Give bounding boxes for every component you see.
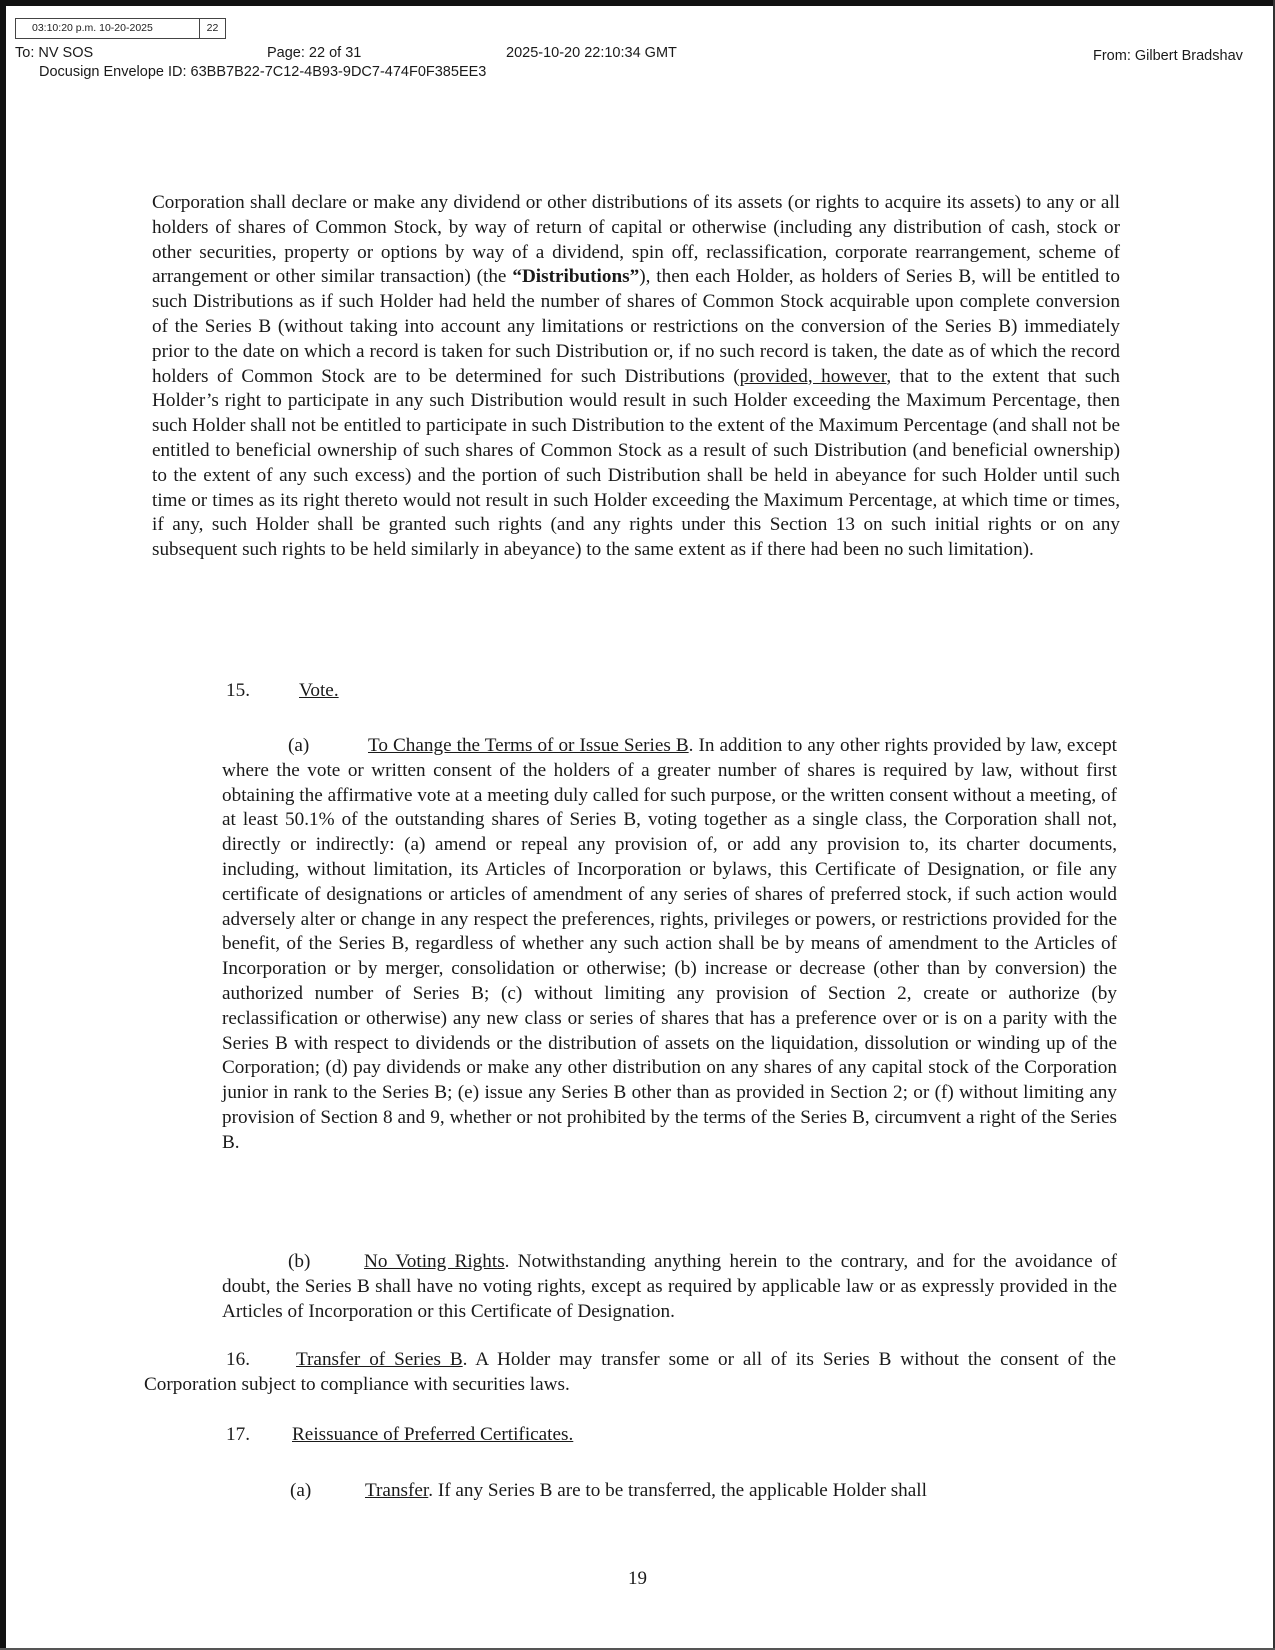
fax-page: Page: 22 of 31 [267, 45, 362, 61]
continuation-paragraph [152, 191, 1120, 651]
section-15a-label: (a) [288, 735, 310, 756]
scan-border-top [0, 0, 1275, 6]
fax-stamp [15, 18, 226, 39]
section-15b-text: . Notwithstanding anything herein to the contrary, and for the avoidance of doubt, the Series B shall have no voting rights, except as required by applicable law or as expressly provided in the Articles of Incorporation or this Certificate of Designation. [222, 1251, 1117, 1322]
section-15a-text: . In addition to any other rights provided by law, except where the vote or written consent of the holders of a greater number of shares is required by law, without first obtaining the affirmative vote at a meeting duly called for such purpose, or the written consent without a meeting, of at least 50.1% of the outstanding shares of Series B, voting together as a single class, the Corporation shall not, directly or indirectly: (a) amend or repeal any provision of, or add any provision to, its charter documents, including, without limitation, its Articles of Incorporation or bylaws, this Certificate of Designation, or file any certificate of designations or articles of amendment of any series of shares of preferred stock, if such action would adversely alter or change in any respect the preferences, rights, privileges or powers, or restrictions provided for the benefit, of the Series B, regardless of whether any such action shall be by means of amendment to the Articles of Incorporation or by merger, consolidation or otherwise; (b) increase or decrease (other than by conversion) the authorized number of Series B; (c) without limiting any provision of Section 2, create or authorize (by reclassification or otherwise) any new class or series of shares that has a preference over or is on a parity with the Series B with respect to dividends or the distribution of assets on the liquidation, dissolution or winding up of the Corporation; (d) pay dividends or make any other distribution on any shares of any capital stock of the Corporation junior in rank to the Series B; (e) issue any Series B other than as provided in Section 2; or (f) without limiting any provision of Section 8 and 9, whether or not prohibited by the terms of the Series B, circumvent a right of the Series B. [222, 735, 1118, 1153]
page-number: 19 [628, 1568, 647, 1589]
fax-from: From: Gilbert Bradshav [1093, 48, 1243, 64]
fax-stamp-page: 22 [206, 22, 219, 34]
section-15b-label: (b) [288, 1251, 311, 1272]
section-title-text: Vote. [299, 680, 339, 701]
envelope-id: Docusign Envelope ID: 63BB7B22-7C12-4B93-9DC7-474F0F385EE3 [39, 64, 487, 80]
section-15-title [299, 679, 339, 704]
defined-term: “Distributions” [512, 266, 640, 288]
fax-to: To: NV SOS [15, 45, 94, 61]
section-15a-title: To Change the Terms of or Issue Series B [368, 735, 689, 756]
section-15b-title: No Voting Rights [364, 1251, 505, 1272]
section-17a-label: (a) [290, 1480, 312, 1501]
underlined-term: provided, however [739, 365, 887, 387]
section-16-text: . A Holder may transfer some or all of its Series B without the consent of the Corporation subject to compliance with securities laws. [144, 1349, 1116, 1395]
section-17a-text: . If any Series B are to be transferred, the applicable Holder shall [428, 1480, 927, 1501]
fax-sent-time: 2025-10-20 22:10:34 GMT [506, 45, 677, 61]
section-16-number: 16. [226, 1349, 250, 1370]
section-17a-title: Transfer [365, 1480, 429, 1501]
paragraph-text: , that to the extent that such Holder’s right to participate in any such Distribution would result in such Holder exceeding the Maximum Percentage, then such Holder shall not be entitled to participate in such Distribution to the extent of the Maximum Percentage (and shall not be entitled to beneficial ownership of such shares of Common Stock as a result of such Distribution (and beneficial ownership) to the extent of any such excess) and the portion of such Distribution shall be held in abeyance for such Holder until such time or times as its right thereto would not result in such Holder exceeding the Maximum Percentage, at which time or times, if any, such Holder shall be granted such rights (and any rights under this Section 13 on such initial rights or on any subsequent such rights to be held similarly in abeyance) to the same extent as if there had been no such limitation). [152, 365, 1120, 561]
section-16-paragraph [144, 1348, 1116, 1398]
section-17-title [292, 1423, 573, 1448]
paragraph-text: ), then each Holder, as holders of Series B, will be entitled to such Distributions as if such Holder had held the number of shares of Common Stock acquirable upon complete conversion of the Series B (without taking into account any limitations or restrictions on the conversion of the Series B) immediately prior to the date on which a record is taken for such Distribution or, if no such record is taken, the date as of which the record holders of Common Stock are to be determined for such Distributions ( [152, 266, 1120, 387]
section-15-number: 15. [226, 680, 250, 701]
section-15a-paragraph [222, 734, 1117, 1156]
section-16-title: Transfer of Series B [296, 1349, 463, 1370]
section-17a-paragraph [290, 1479, 1116, 1504]
section-17-number: 17. [226, 1424, 250, 1445]
fax-stamp-timestamp: 03:10:20 p.m. 10-20-2025 [16, 19, 200, 38]
scan-border-left [0, 0, 6, 1650]
section-15b-paragraph [222, 1250, 1117, 1324]
paragraph-text: Corporation shall declare or make any dividend or other distributions of its assets (or rights to acquire its assets) to any or all holders of shares of Common Stock, by way of return of capital or otherwise (including any distribution of cash, stock or other securities, property or options by way of a dividend, spin off, reclassification, corporate rearrangement, scheme of arrangement or other similar transaction) (the [152, 192, 1120, 288]
section-title-text: Reissuance of Preferred Certificates. [292, 1424, 574, 1445]
